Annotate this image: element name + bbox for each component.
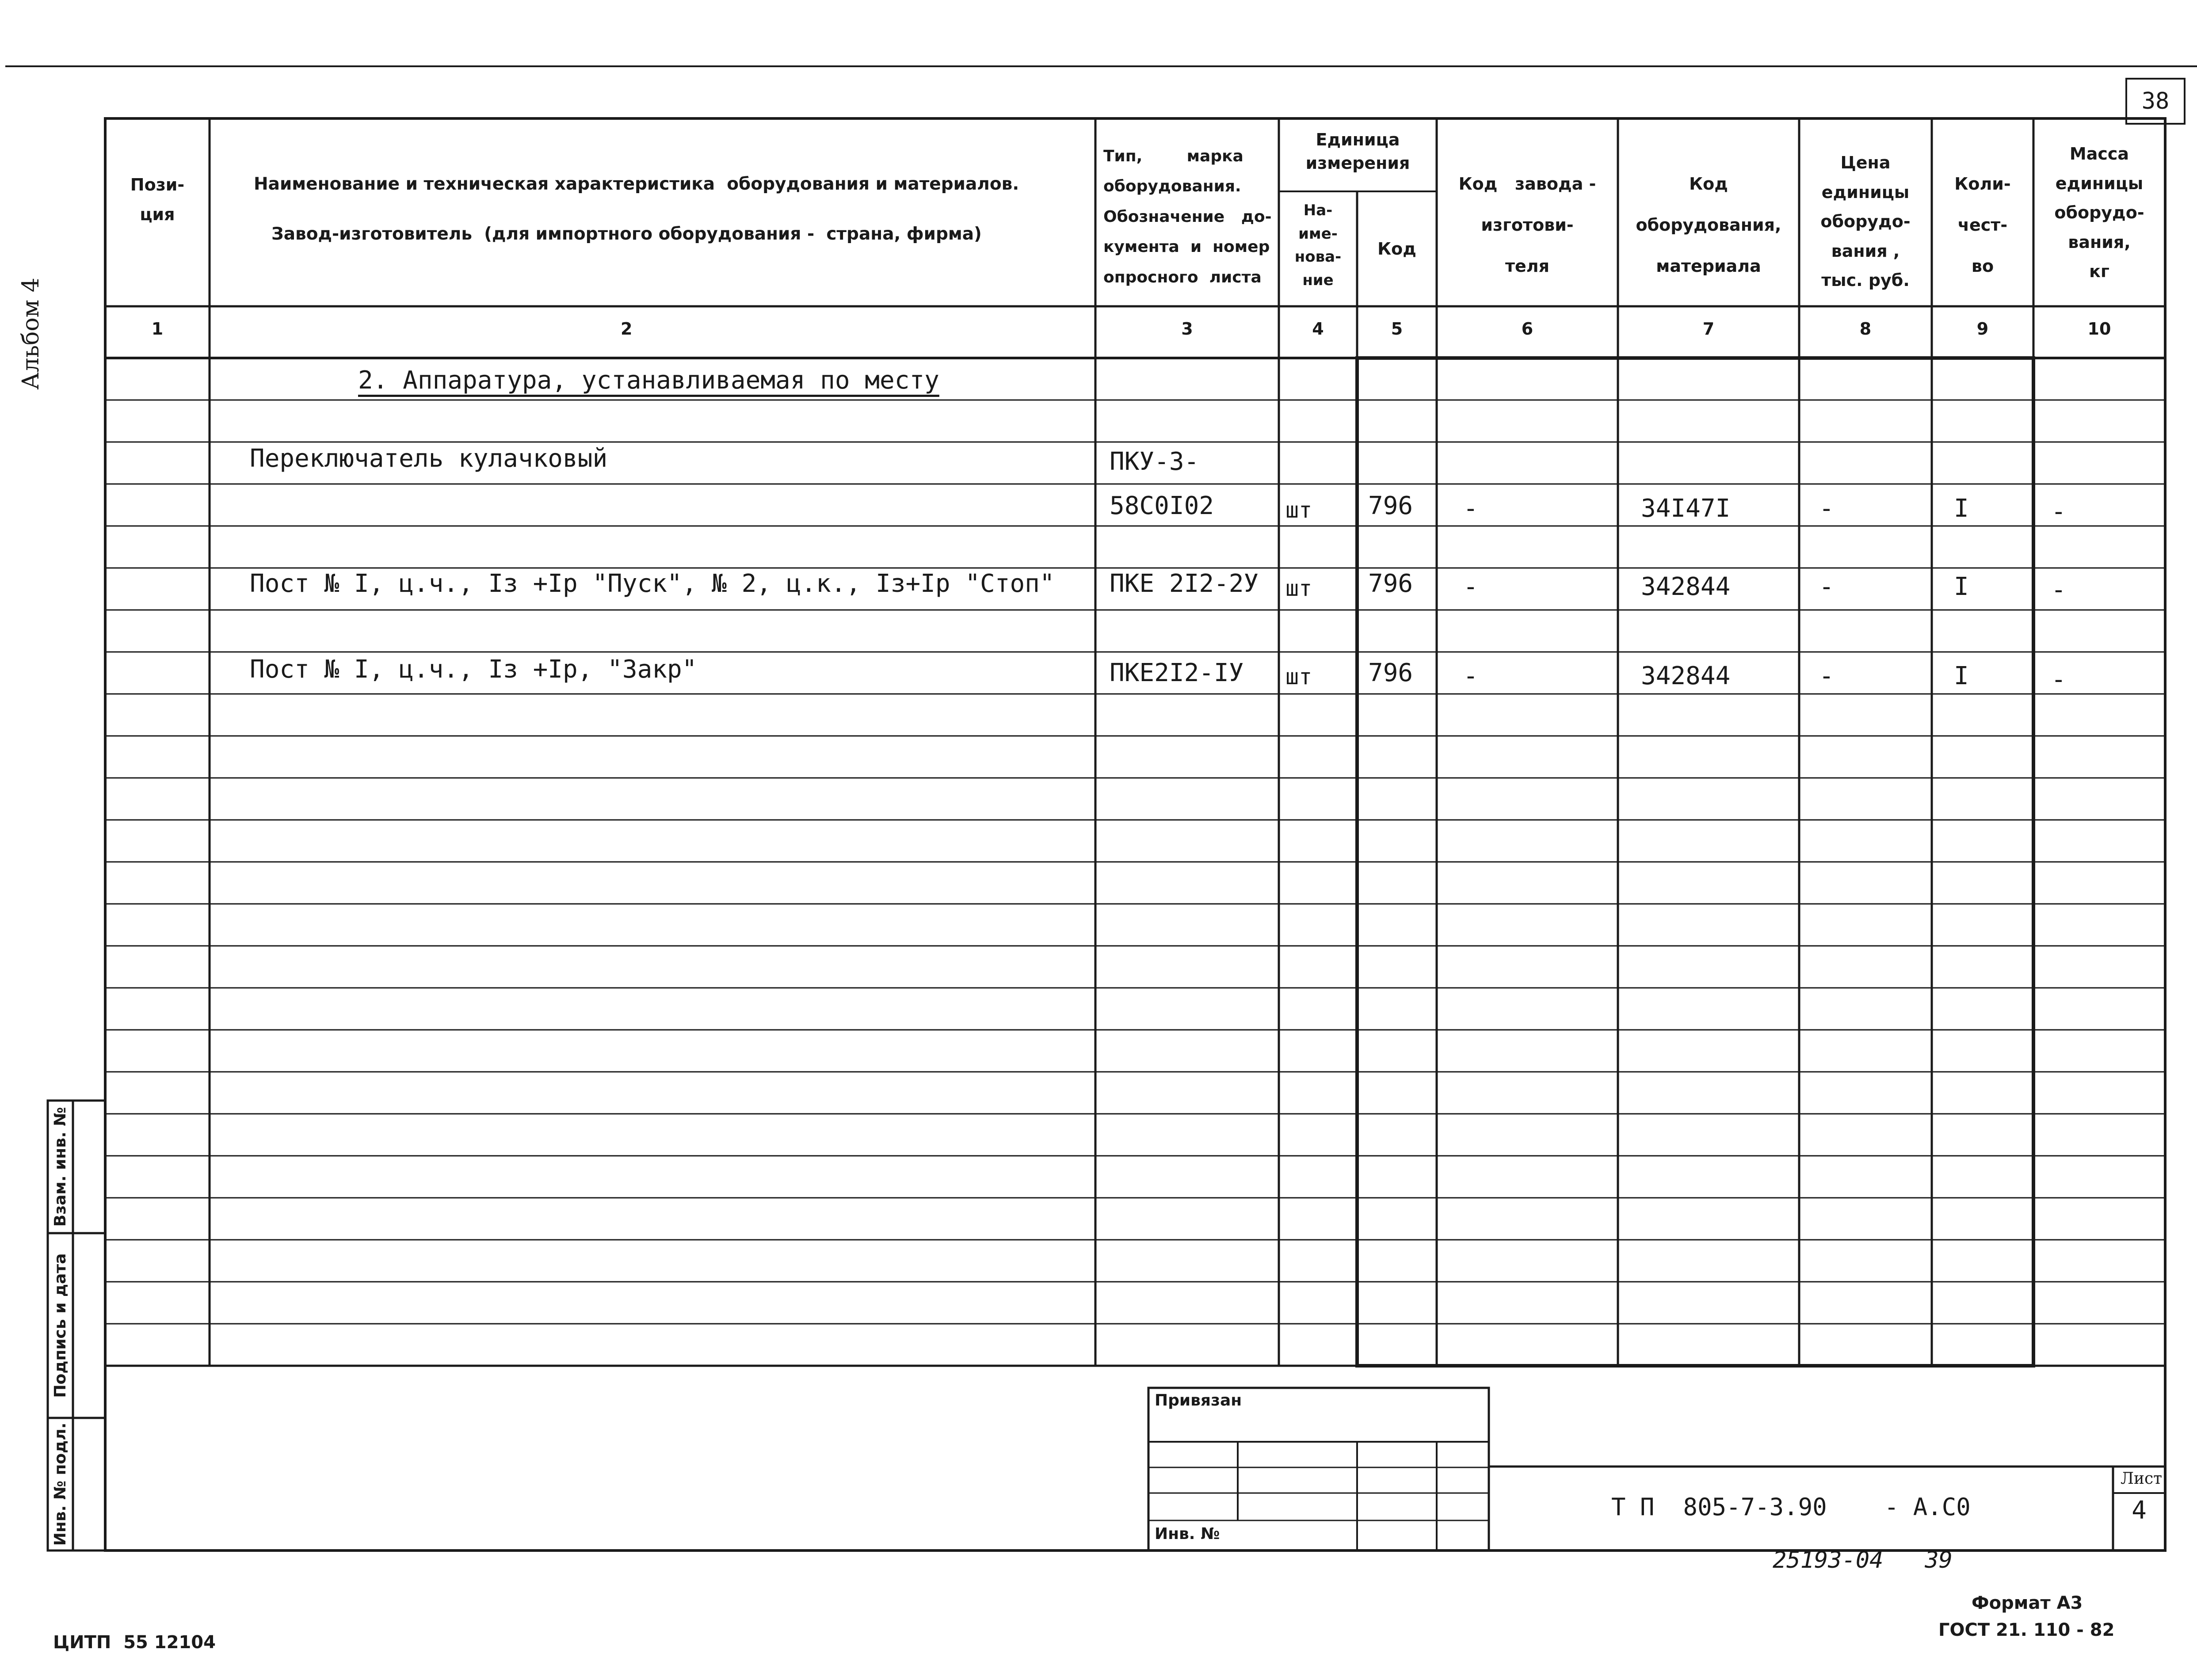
item-3-plant: -: [1463, 662, 1478, 690]
item-2-name: Пост № I, ц.ч., Iз +Iр "Пуск", № 2, ц.к., Iз+Iр "Стоп": [250, 569, 1055, 598]
header-type: Тип, марка оборудования. Обозначение до- кумента и номер опросного листа: [1103, 147, 1272, 286]
item-1-unit: шт: [1285, 497, 1312, 523]
colnum-10: 10: [2087, 319, 2111, 339]
item-2-price: -: [1819, 572, 1834, 601]
item-3-type: ПКЕ2I2-IУ: [1110, 659, 1244, 687]
colnum-5: 5: [1391, 319, 1403, 339]
item-2-qty: I: [1954, 572, 1969, 601]
item-1-type-line1: ПКУ-3-: [1110, 447, 1199, 476]
header-position: Пози- ция: [130, 175, 185, 224]
item-1-code: 796: [1368, 491, 1413, 520]
colnum-4: 4: [1312, 319, 1324, 339]
item-1-name: Переключатель кулачковый: [250, 444, 608, 473]
colnum-3: 3: [1181, 319, 1193, 339]
item-1-type: 58С0I02: [1110, 491, 1214, 520]
item-3-code: 796: [1368, 659, 1413, 687]
item-1-price: -: [1819, 494, 1834, 523]
header-plant-code: Код завода - изготови- теля: [1458, 174, 1596, 276]
item-2-unit: шт: [1285, 575, 1312, 601]
colnum-8: 8: [1859, 319, 1872, 339]
format-label: Формат А3: [1972, 1593, 2083, 1613]
document-code: Т П 805-7-3.90 - А.С0: [1611, 1493, 1971, 1521]
colnum-7: 7: [1702, 319, 1715, 339]
header-unit-name: На- име- нова- ние: [1294, 202, 1342, 290]
handwritten-number: 25193-04 39: [1773, 1547, 1953, 1573]
header-quantity: Коли- чест- во: [1954, 174, 2011, 276]
section-title: 2. Аппаратура, устанавливаемая по месту: [358, 366, 939, 395]
item-2-mass: -: [2051, 575, 2066, 604]
colnum-6: 6: [1521, 319, 1533, 339]
item-2-plant: -: [1463, 572, 1478, 601]
item-1-mass: -: [2051, 497, 2066, 526]
sheet-number: 4: [2132, 1496, 2147, 1525]
citp-label: ЦИТП 55 12104: [53, 1632, 216, 1653]
item-1-qty: I: [1954, 494, 1969, 523]
stamp-inv-orig: Инв. № подл.: [51, 1422, 69, 1546]
header-equipment-code: Код оборудования, материала: [1636, 174, 1781, 276]
album-label: Альбом 4: [18, 278, 44, 390]
stamp-signature-date: Подпись и дата: [51, 1253, 69, 1398]
stamp-vzam-inv: Взам. инв. №: [51, 1107, 69, 1227]
header-price: Цена единицы оборудо- вания , тыс. руб.: [1820, 153, 1911, 290]
stamp-privyazan: Привязан: [1155, 1391, 1242, 1410]
colnum-9: 9: [1976, 319, 1989, 339]
header-unit-code: Код: [1377, 239, 1416, 259]
colnum-1: 1: [151, 319, 164, 339]
item-3-mass: -: [2051, 665, 2066, 694]
item-2-type: ПКЕ 2I2-2У: [1110, 569, 1259, 598]
sheet-number-top: 38: [2141, 88, 2170, 114]
colnum-2: 2: [621, 319, 633, 339]
item-3-qty: I: [1954, 662, 1969, 690]
header-mass: Масса единицы оборудо- вания, кг: [2054, 144, 2144, 281]
item-1-equip-code: 34I47I: [1641, 494, 1731, 523]
header-name: Наименование и техническая характеристика оборудования и материалов. Завод-изготовитель (для импортного оборудования - страна, фирма): [254, 174, 1019, 244]
gost-label: ГОСТ 21. 110 - 82: [1938, 1620, 2115, 1640]
item-3-price: -: [1819, 662, 1834, 690]
sheet-label: Лист: [2120, 1470, 2163, 1488]
item-2-code: 796: [1368, 569, 1413, 598]
item-3-equip-code: 342844: [1641, 662, 1731, 690]
item-2-equip-code: 342844: [1641, 572, 1731, 601]
header-unit: Единица измерения: [1305, 130, 1410, 173]
stamp-inv-no: Инв. №: [1155, 1525, 1220, 1543]
item-1-plant: -: [1463, 494, 1478, 523]
item-3-name: Пост № I, ц.ч., Iз +Iр, "Закр": [250, 655, 697, 684]
item-3-unit: шт: [1285, 664, 1312, 690]
